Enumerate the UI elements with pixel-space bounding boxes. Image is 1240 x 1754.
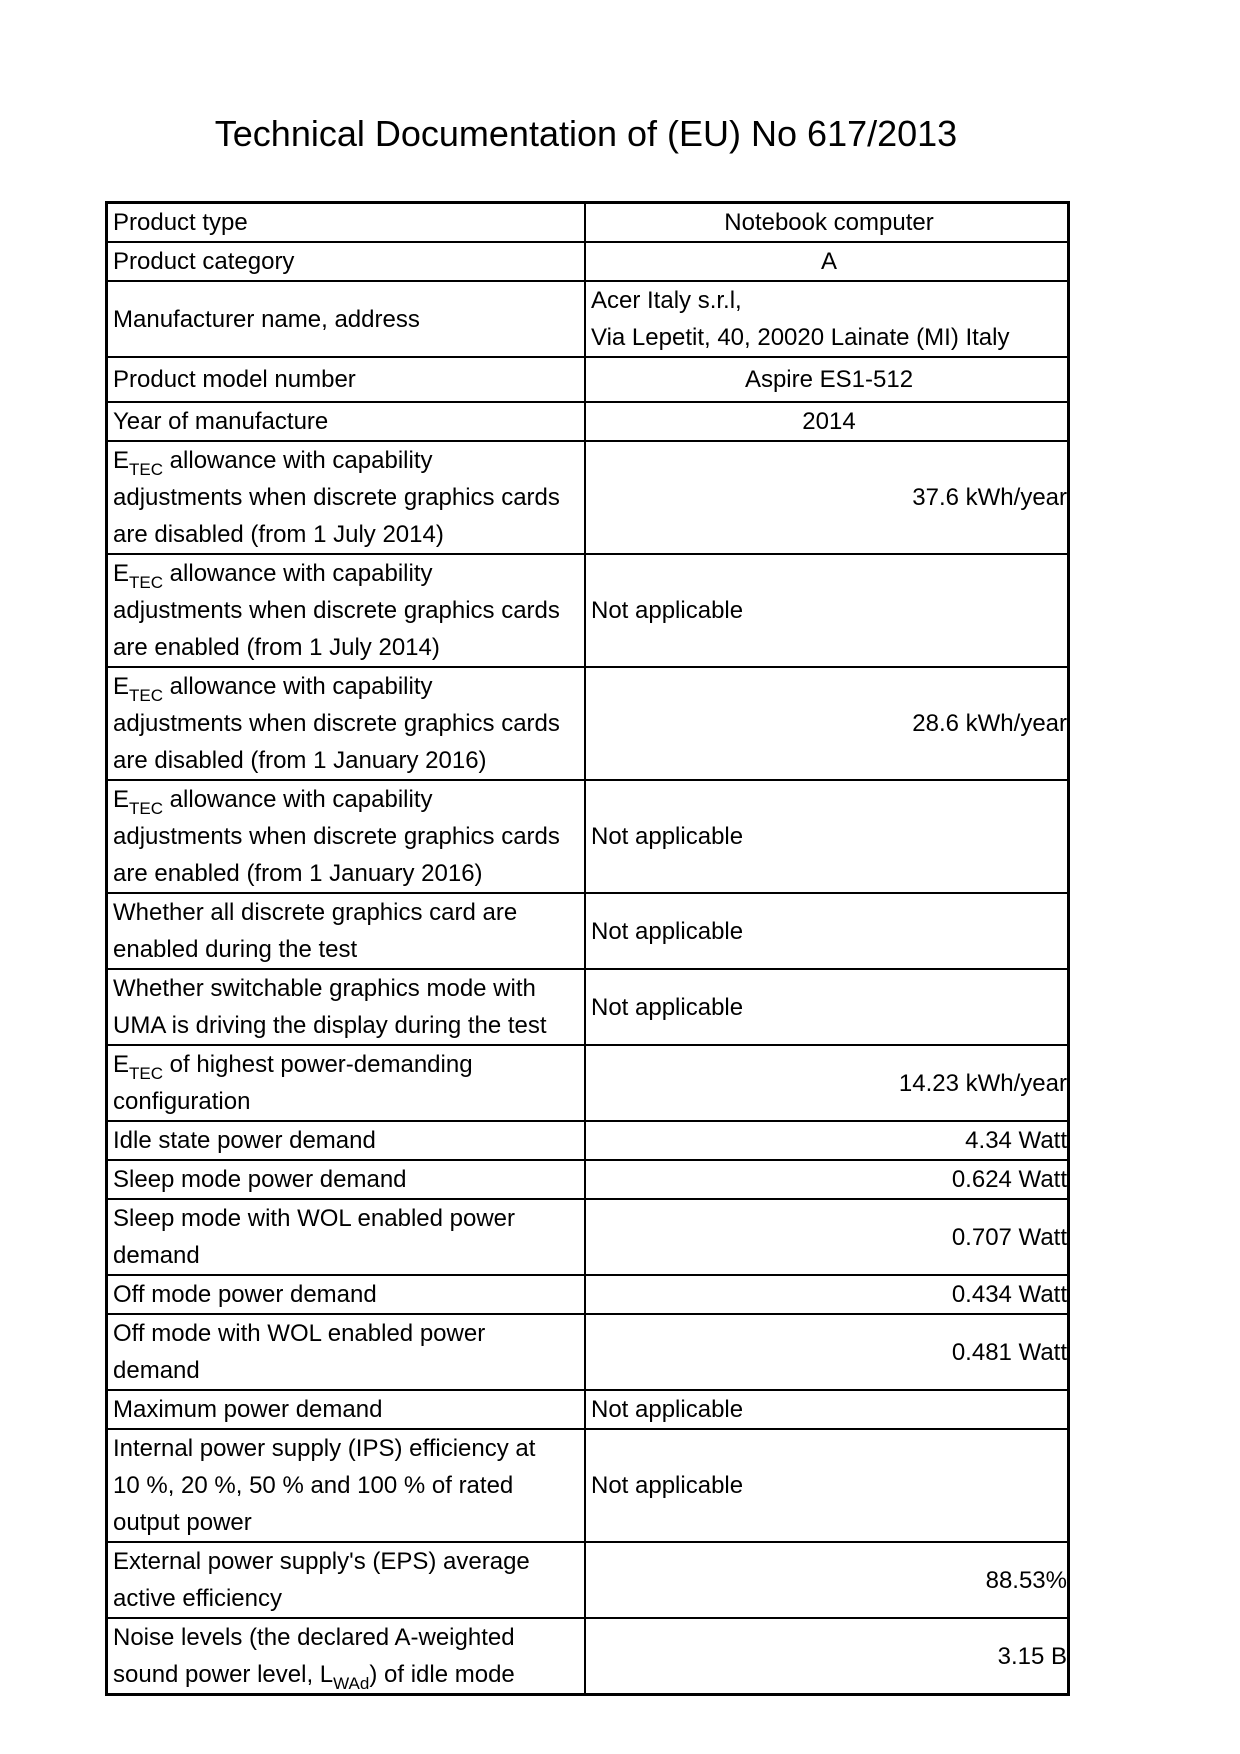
row-label: Year of manufacture [107,402,586,441]
label-line: demand [113,1242,200,1269]
label-line: active efficiency [113,1585,282,1612]
row-value: 14.23 kWh/year [585,1045,1069,1121]
label-line: Whether all discrete graphics card are [113,899,518,926]
label-line: adjustments when discrete graphics cards [113,484,560,511]
table-row [107,1160,1069,1199]
row-label [107,893,586,969]
table-row [107,969,1069,1045]
table-row [107,441,1069,554]
row-label [107,1618,586,1695]
document-title: Technical Documentation of (EU) No 617/2013 [214,113,958,154]
row-value: Aspire ES1-512 [585,357,1069,402]
label-line: UMA is driving the display during the test [113,1012,547,1039]
row-label [107,667,586,780]
row-value: 28.6 kWh/year [585,667,1069,780]
row-value: 0.481 Watt [585,1314,1069,1390]
row-value: A [585,242,1069,281]
label-line: sound power level, $L_{WAd}$) of idle mode [113,1661,515,1693]
label-line: adjustments when discrete graphics cards [113,597,560,624]
table-row [107,203,1069,243]
row-value: Notebook computer [585,203,1069,243]
row-value: Not applicable [585,969,1069,1045]
label-line: demand [113,1357,200,1384]
row-label [107,969,586,1045]
row-label [107,1045,586,1121]
row-value: 4.34 Watt [585,1121,1069,1160]
row-label [107,1429,586,1542]
table-row [107,242,1069,281]
table-row [107,1045,1069,1121]
row-label [107,441,586,554]
table-row [107,357,1069,402]
address-line: Acer Italy s.r.l, [591,287,742,314]
label-line: External power supply's (EPS) average [113,1548,530,1575]
spec-table [105,201,1070,1696]
row-value: Not applicable [585,1429,1069,1542]
label-line: $E_{TEC}$ allowance with capability [113,560,433,592]
label-line: $E_{TEC}$ allowance with capability [113,673,433,705]
row-label [107,554,586,667]
label-line: 10 %, 20 %, 50 % and 100 % of rated [113,1472,514,1499]
row-label: Product category [107,242,586,281]
subscript: TEC [129,799,164,818]
label-line: adjustments when discrete graphics cards [113,710,560,737]
table-row [107,1199,1069,1275]
row-value: 37.6 kWh/year [585,441,1069,554]
table-row [107,1275,1069,1314]
subscript: TEC [129,573,164,592]
row-value: Not applicable [585,1390,1069,1429]
row-label: Product type [107,203,586,243]
label-line: $E_{TEC}$ allowance with capability [113,447,433,479]
label-line: $E_{TEC}$ of highest power-demanding [113,1051,473,1083]
row-label: Maximum power demand [107,1390,586,1429]
label-line: output power [113,1509,252,1536]
row-value: Not applicable [585,893,1069,969]
table-row [107,402,1069,441]
table-row [107,1121,1069,1160]
row-value: 0.707 Watt [585,1199,1069,1275]
table-row [107,554,1069,667]
label-line: configuration [113,1088,251,1115]
subscript: WAd [333,1674,370,1693]
label-line: Sleep mode with WOL enabled power [113,1205,515,1232]
row-value: 2014 [585,402,1069,441]
table-row [107,667,1069,780]
label-line: Internal power supply (IPS) efficiency at [113,1435,536,1462]
table-row [107,780,1069,893]
row-label [107,780,586,893]
label-line: Off mode with WOL enabled power [113,1320,486,1347]
row-value: 3.15 B [585,1618,1069,1695]
label-line: are enabled (from 1 January 2016) [113,860,483,887]
table-row [107,1390,1069,1429]
row-label [107,1314,586,1390]
subscript: TEC [129,686,164,705]
label-line: are enabled (from 1 July 2014) [113,634,440,661]
row-label: Off mode power demand [107,1275,586,1314]
table-row [107,1429,1069,1542]
table-row [107,1314,1069,1390]
address-line: Via Lepetit, 40, 20020 Lainate (MI) Italy [591,324,1010,351]
table-row [107,281,1069,357]
row-label [107,1542,586,1618]
label-line: Whether switchable graphics mode with [113,975,536,1002]
row-label: Sleep mode power demand [107,1160,586,1199]
label-line: $E_{TEC}$ allowance with capability [113,786,433,818]
row-label [107,1199,586,1275]
label-line: Noise levels (the declared A-weighted [113,1624,515,1651]
row-value: 0.434 Watt [585,1275,1069,1314]
row-value: Not applicable [585,554,1069,667]
row-value: 0.624 Watt [585,1160,1069,1199]
row-value: 88.53% [585,1542,1069,1618]
row-label: Product model number [107,357,586,402]
subscript: TEC [129,460,164,479]
table-row [107,893,1069,969]
table-row [107,1542,1069,1618]
row-value: Not applicable [585,780,1069,893]
subscript: TEC [129,1064,164,1083]
label-line: are disabled (from 1 January 2016) [113,747,487,774]
table-row [107,1618,1069,1695]
label-line: adjustments when discrete graphics cards [113,823,560,850]
label-line: are disabled (from 1 July 2014) [113,521,444,548]
label-line: enabled during the test [113,936,358,963]
row-label: Idle state power demand [107,1121,586,1160]
row-value [585,281,1069,357]
row-label: Manufacturer name, address [107,281,586,357]
